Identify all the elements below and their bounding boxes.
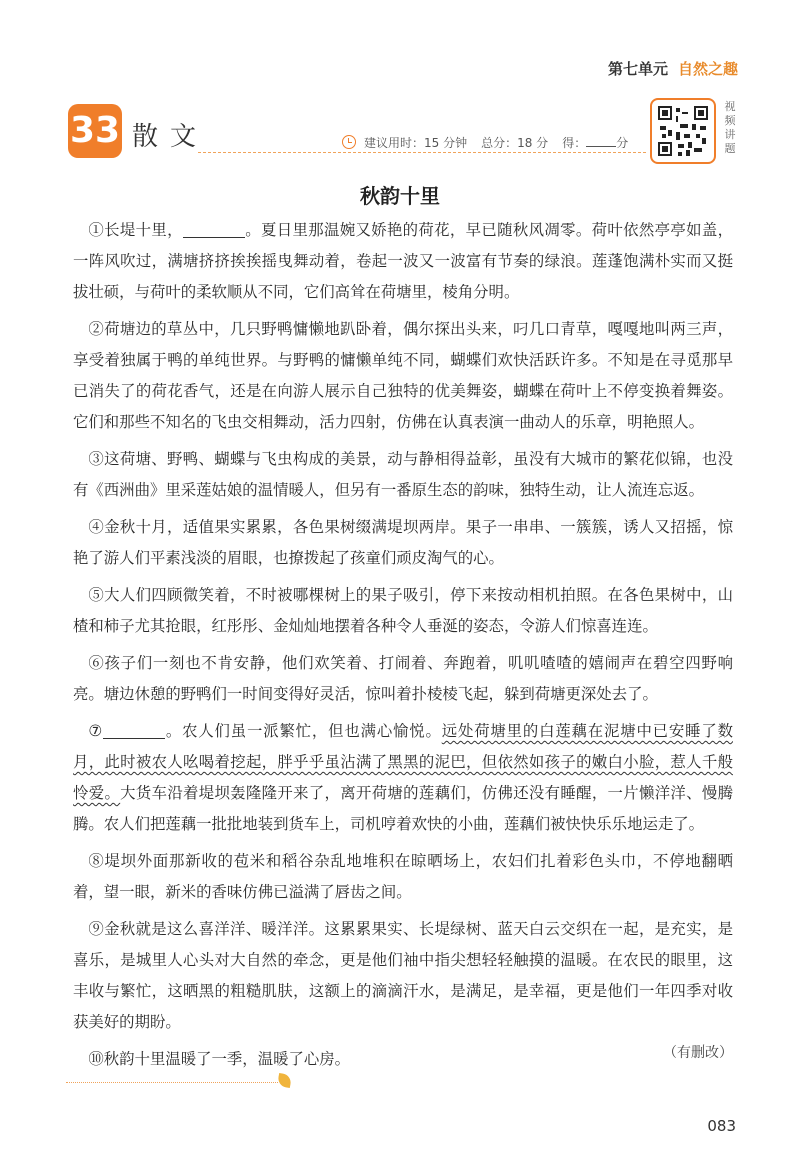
- article-title: 秋韵十里: [360, 184, 440, 208]
- fill-blank-7[interactable]: [103, 723, 165, 739]
- source-note: （有删改）: [663, 1045, 733, 1061]
- lesson-header: [68, 100, 736, 164]
- paragraph-6: ⑥孩子们一刻也不肯安静，他们欢笑着、打闹着、奔跑着，叽叽喳喳的嬉闹声在碧空四野响亮。塘边休憩的野鸭们一时间变得好灵活，惊叫着扑棱棱飞起，躲到荷塘更深处去了。: [73, 654, 733, 703]
- unit-header: [608, 58, 738, 79]
- unit-label: 第七单元: [607, 60, 668, 78]
- total-score: 总分：18 分: [481, 136, 549, 150]
- wavy-underlined-sentence: 远处荷塘里的白莲藕在泥塘中已安睡了数月，此时被农人吆喝着挖起，胖乎乎虽沾满了黑黑的泥巴，但依然如孩子的嫩白小脸，惹人千般怜爱。: [73, 722, 733, 802]
- footer-divider: [66, 1082, 278, 1083]
- qr-code-icon[interactable]: [650, 98, 716, 164]
- score-label: 得：: [562, 136, 587, 150]
- paragraph-1-start: ①长堤十里，: [88, 221, 183, 239]
- paragraph-7-start: 。农人们虽一派繁忙，但也满心愉悦。: [165, 722, 442, 740]
- qr-code-graphic: [658, 106, 708, 156]
- lesson-number-badge: 33: [68, 104, 122, 158]
- paragraph-7: [73, 716, 733, 840]
- paragraph-3: ③这荷塘、野鸭、蝴蝶与飞虫构成的美景，动与静相得益彰，虽没有大城市的繁花似锦，也没有《西洲曲》里采莲姑娘的温情暖人，但另有一番原生态的韵味，独特生动，让人流连忘返。: [73, 450, 733, 499]
- video-label: 视频讲题: [724, 100, 736, 155]
- score-unit: 分: [616, 136, 629, 150]
- paragraph-8: ⑧堤坝外面那新收的苞米和稻谷杂乱地堆积在晾晒场上，农妇们扎着彩色头巾，不停地翻晒着，望一眼，新米的香味仿佛已溢满了唇齿之间。: [73, 852, 733, 901]
- paragraph-9: ⑨金秋就是这么喜洋洋、暖洋洋。这累累果实、长堤绿树、蓝天白云交织在一起，是充实，是喜乐，是城里人心头对大自然的牵念，更是他们袖中指尖想轻轻触摸的温暖。在农民的眼里，这丰收与繁忙，这晒黑的粗糙肌肤，这额上的滴滴汗水，是满足，是幸福，更是他们一年四季对收获美好的期盼。: [73, 920, 733, 1031]
- paragraph-10: ⑩秋韵十里温暖了一季，温暖了心房。: [88, 1050, 351, 1068]
- paragraph-1: [73, 215, 733, 308]
- lesson-divider: [198, 152, 646, 153]
- unit-topic: 自然之趣: [677, 60, 738, 78]
- suggested-time: 建议用时：15 分钟: [364, 136, 468, 150]
- paragraph-7-number: ⑦: [88, 722, 104, 740]
- clock-icon: [342, 135, 356, 149]
- paragraph-5: ⑤大人们四顾微笑着，不时被哪棵树上的果子吸引，停下来按动相机拍照。在各色果树中，山楂和柿子尤其抢眼，红彤彤、金灿灿地摆着各种令人垂涎的姿态，令游人们惊喜连连。: [73, 586, 733, 635]
- score-blank[interactable]: [586, 146, 616, 147]
- article-body: [73, 215, 733, 1081]
- paragraph-7-rest: 大货车沿着堤坝轰隆隆开来了，离开荷塘的莲藕们，仿佛还没有睡醒，一片懒洋洋、慢腾腾。农人们把莲藕一批批地装到货车上，司机哼着欢快的小曲，莲藕们被快快乐乐地运走了。: [73, 784, 733, 833]
- lesson-type: 散文: [132, 122, 209, 152]
- lesson-meta: [342, 134, 628, 151]
- page-number: 083: [707, 1117, 736, 1135]
- paragraph-1-rest: 。夏日里那温婉又娇艳的荷花，早已随秋风凋零。荷叶依然亭亭如盖，一阵风吹过，满塘挤挤挨挨摇曳舞动着，卷起一波又一波富有节奏的绿浪。莲蓬饱满朴实而又挺拔壮硕，与荷叶的柔软顺从不同，它们高耸在荷塘里，棱角分明。: [73, 221, 733, 301]
- paragraph-4: ④金秋十月，适值果实累累，各色果树缀满堤坝两岸。果子一串串、一簇簇，诱人又招摇，惊艳了游人们平素浅淡的眉眼，也撩拨起了孩童们顽皮淘气的心。: [73, 518, 733, 567]
- fill-blank-1[interactable]: [183, 222, 245, 238]
- paragraph-2: ②荷塘边的草丛中，几只野鸭慵懒地趴卧着，偶尔探出头来，叼几口青草，嘎嘎地叫两三声，享受着独属于鸭的单纯世界。与野鸭的慵懒单纯不同，蝴蝶们欢快活跃许多。不知是在寻觅那早已消失了的荷花香气，还是在向游人展示自己独特的优美舞姿，蝴蝶在荷叶上不停变换着舞姿。它们和那些不知名的飞虫交相舞动，活力四射，仿佛在认真表演一曲动人的乐章，明艳照人。: [73, 320, 733, 431]
